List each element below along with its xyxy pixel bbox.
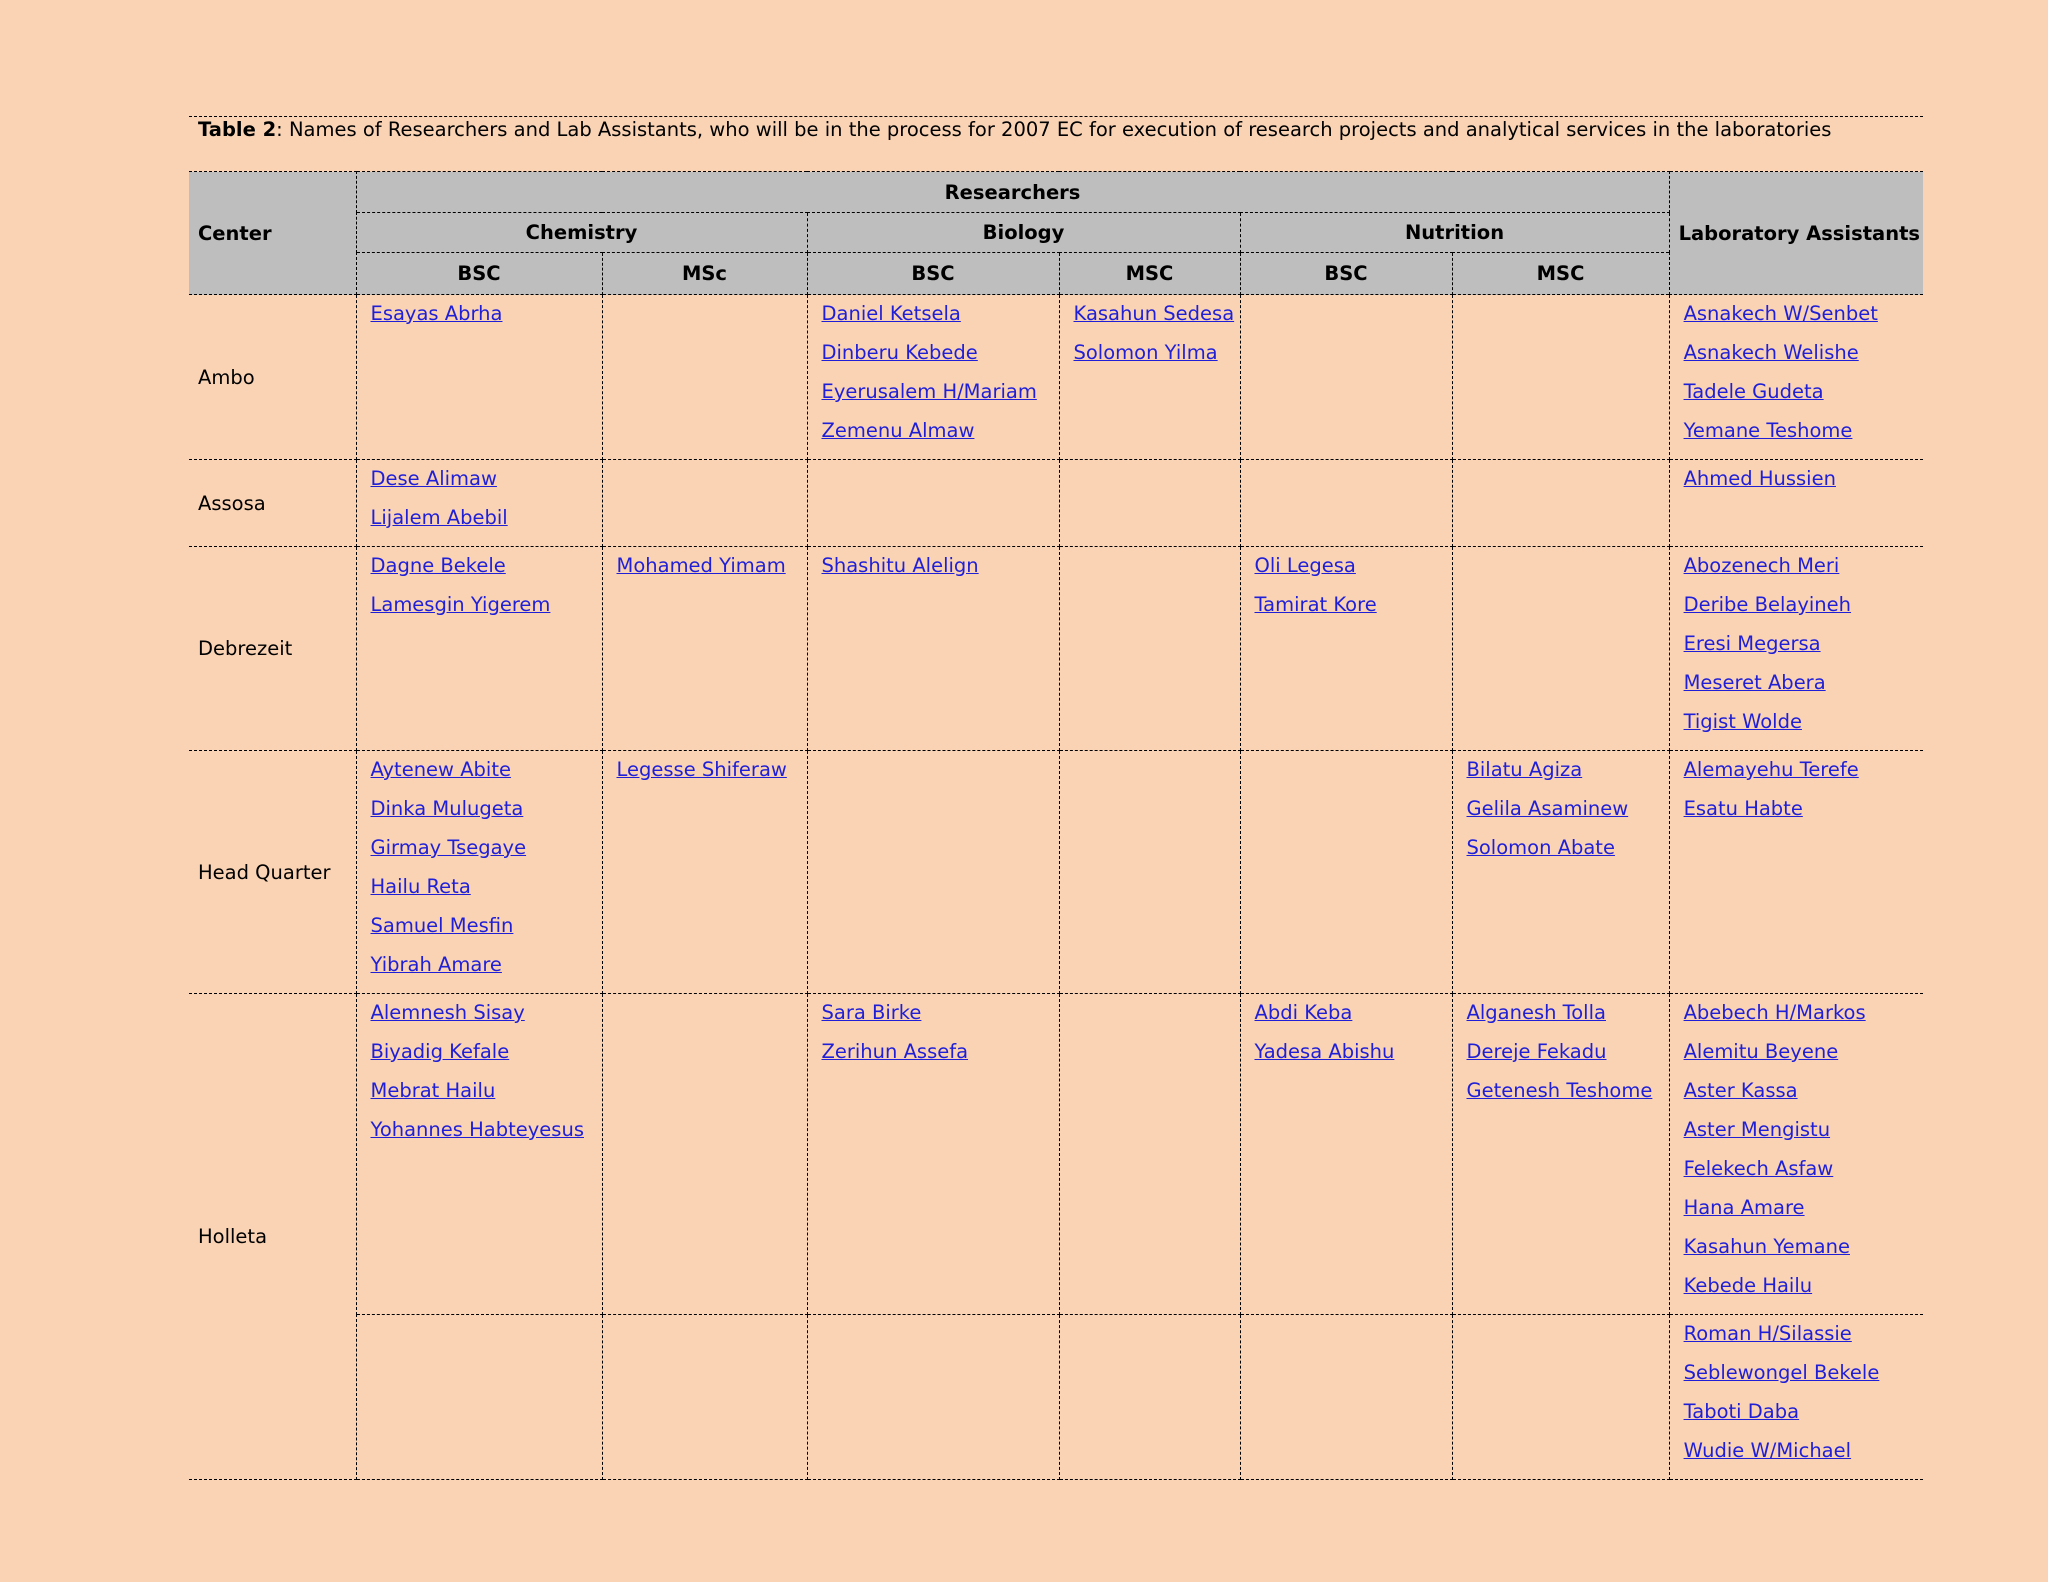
name-link[interactable]: Abozenech Meri xyxy=(1683,554,1840,577)
name-link[interactable]: Roman H/Silassie xyxy=(1683,1322,1852,1345)
cell-holleta-biology-bsc xyxy=(807,994,1059,1315)
name-link[interactable]: Daniel Ketsela xyxy=(821,302,961,325)
name-link[interactable]: Dese Alimaw xyxy=(370,467,497,490)
header-researchers: Researchers xyxy=(356,172,1669,213)
table-row-debrezeit xyxy=(189,547,1923,751)
name-link[interactable]: Deribe Belayineh xyxy=(1683,593,1851,616)
name-link[interactable]: Lamesgin Yigerem xyxy=(370,593,551,616)
name-link[interactable]: Meseret Abera xyxy=(1683,671,1826,694)
cell-holleta-continued-nutrition-msc xyxy=(1452,1315,1669,1480)
header-lab-assistants: Laboratory Assistants xyxy=(1669,172,1923,295)
header-chemistry-bsc: BSC xyxy=(356,253,602,295)
cell-holleta-continued-lab-assistants xyxy=(1669,1315,1923,1480)
table-row-holleta-continued xyxy=(189,1315,1923,1480)
cell-ambo-nutrition-msc xyxy=(1452,295,1669,460)
cell-assosa-biology-msc xyxy=(1059,460,1240,547)
cell-assosa-biology-bsc xyxy=(807,460,1059,547)
name-link[interactable]: Mohamed Yimam xyxy=(616,554,786,577)
name-link[interactable]: Dagne Bekele xyxy=(370,554,506,577)
table-row-holleta xyxy=(189,994,1923,1315)
cell-debrezeit-lab-assistants xyxy=(1669,547,1923,751)
cell-debrezeit-chemistry-bsc xyxy=(356,547,602,751)
name-link[interactable]: Aster Mengistu xyxy=(1683,1118,1831,1141)
header-biology-bsc: BSC xyxy=(807,253,1059,295)
cell-assosa-chemistry-msc xyxy=(602,460,807,547)
header-nutrition-msc: MSC xyxy=(1452,253,1669,295)
cell-holleta-continued-chemistry-bsc xyxy=(356,1315,602,1480)
header-chemistry-msc: MSc xyxy=(602,253,807,295)
center-name-holleta: Holleta xyxy=(189,994,356,1480)
name-link[interactable]: Tigist Wolde xyxy=(1683,710,1802,733)
cell-ambo-nutrition-bsc xyxy=(1240,295,1452,460)
cell-ambo-chemistry-msc xyxy=(602,295,807,460)
name-link[interactable]: Biyadig Kefale xyxy=(370,1040,510,1063)
name-link[interactable]: Alemitu Beyene xyxy=(1683,1040,1839,1063)
cell-ambo-biology-bsc xyxy=(807,295,1059,460)
name-link[interactable]: Abdi Keba xyxy=(1254,1001,1353,1024)
cell-holleta-biology-msc xyxy=(1059,994,1240,1315)
table-row-assosa xyxy=(189,460,1923,547)
header-biology: Biology xyxy=(807,213,1240,253)
cell-holleta-chemistry-bsc xyxy=(356,994,602,1315)
name-link[interactable]: Getenesh Teshome xyxy=(1466,1079,1653,1102)
name-link[interactable]: Sara Birke xyxy=(821,1001,922,1024)
cell-holleta-continued-chemistry-msc xyxy=(602,1315,807,1480)
cell-holleta-continued-nutrition-bsc xyxy=(1240,1315,1452,1480)
name-link[interactable]: Hailu Reta xyxy=(370,875,471,898)
name-link[interactable]: Shashitu Alelign xyxy=(821,554,979,577)
header-nutrition: Nutrition xyxy=(1240,213,1669,253)
name-link[interactable]: Hana Amare xyxy=(1683,1196,1805,1219)
name-link[interactable]: Tadele Gudeta xyxy=(1683,380,1824,403)
cell-holleta-continued-biology-bsc xyxy=(807,1315,1059,1480)
cell-head-quarter-biology-msc xyxy=(1059,751,1240,994)
center-name-head-quarter: Head Quarter xyxy=(189,751,356,994)
cell-holleta-continued-biology-msc xyxy=(1059,1315,1240,1480)
cell-ambo-lab-assistants xyxy=(1669,295,1923,460)
table-body xyxy=(189,295,1923,1480)
name-link[interactable]: Tamirat Kore xyxy=(1254,593,1377,616)
cell-assosa-chemistry-bsc xyxy=(356,460,602,547)
name-link[interactable]: Aster Kassa xyxy=(1683,1079,1798,1102)
name-link[interactable]: Taboti Daba xyxy=(1683,1400,1800,1423)
caption-text: : Names of Researchers and Lab Assistants, who will be in the process for 2007 EC for execution of research projects and analytical services in the laboratories xyxy=(276,118,1832,141)
name-link[interactable]: Yohannes Habteyesus xyxy=(370,1118,584,1141)
header-center: Center xyxy=(189,172,356,295)
name-link[interactable]: Dereje Fekadu xyxy=(1466,1040,1607,1063)
center-name-ambo: Ambo xyxy=(189,295,356,460)
cell-holleta-chemistry-msc xyxy=(602,994,807,1315)
name-link[interactable]: Zemenu Almaw xyxy=(821,419,975,442)
cell-assosa-lab-assistants xyxy=(1669,460,1923,547)
name-link[interactable]: Dinberu Kebede xyxy=(821,341,978,364)
name-link[interactable]: Esatu Habte xyxy=(1683,797,1803,820)
cell-holleta-nutrition-msc xyxy=(1452,994,1669,1315)
table-row-ambo xyxy=(189,295,1923,460)
name-link[interactable]: Oli Legesa xyxy=(1254,554,1356,577)
caption-top-rule xyxy=(189,116,1923,117)
cell-assosa-nutrition-bsc xyxy=(1240,460,1452,547)
name-link[interactable]: Wudie W/Michael xyxy=(1683,1439,1852,1462)
cell-ambo-chemistry-bsc xyxy=(356,295,602,460)
name-link[interactable]: Yemane Teshome xyxy=(1683,419,1853,442)
center-name-debrezeit: Debrezeit xyxy=(189,547,356,751)
name-link[interactable]: Esayas Abrha xyxy=(370,302,503,325)
name-link[interactable]: Eyerusalem H/Mariam xyxy=(821,380,1037,403)
name-link[interactable]: Alganesh Tolla xyxy=(1466,1001,1606,1024)
cell-holleta-lab-assistants xyxy=(1669,994,1923,1315)
cell-ambo-biology-msc xyxy=(1059,295,1240,460)
caption-label: Table 2 xyxy=(198,118,277,141)
table-caption xyxy=(198,118,1831,141)
cell-assosa-nutrition-msc xyxy=(1452,460,1669,547)
name-link[interactable]: Eresi Megersa xyxy=(1683,632,1821,655)
name-link[interactable]: Alemayehu Terefe xyxy=(1683,758,1859,781)
cell-head-quarter-lab-assistants xyxy=(1669,751,1923,994)
name-link[interactable]: Kebede Hailu xyxy=(1683,1274,1813,1297)
header-biology-msc: MSC xyxy=(1059,253,1240,295)
cell-debrezeit-biology-msc xyxy=(1059,547,1240,751)
header-nutrition-bsc: BSC xyxy=(1240,253,1452,295)
cell-debrezeit-nutrition-msc xyxy=(1452,547,1669,751)
name-link[interactable]: Felekech Asfaw xyxy=(1683,1157,1834,1180)
name-link[interactable]: Bilatu Agiza xyxy=(1466,758,1583,781)
center-name-assosa: Assosa xyxy=(189,460,356,547)
name-link[interactable]: Legesse Shiferaw xyxy=(616,758,787,781)
cell-head-quarter-chemistry-msc xyxy=(602,751,807,994)
name-link[interactable]: Yibrah Amare xyxy=(370,953,502,976)
name-link[interactable]: Alemnesh Sisay xyxy=(370,1001,525,1024)
cell-holleta-nutrition-bsc xyxy=(1240,994,1452,1315)
cell-head-quarter-biology-bsc xyxy=(807,751,1059,994)
name-link[interactable]: Abebech H/Markos xyxy=(1683,1001,1866,1024)
name-link[interactable]: Gelila Asaminew xyxy=(1466,797,1629,820)
name-link[interactable]: Aytenew Abite xyxy=(370,758,511,781)
name-link[interactable]: Dinka Mulugeta xyxy=(370,797,524,820)
cell-head-quarter-nutrition-bsc xyxy=(1240,751,1452,994)
cell-debrezeit-biology-bsc xyxy=(807,547,1059,751)
researchers-table xyxy=(189,171,1923,1480)
cell-debrezeit-nutrition-bsc xyxy=(1240,547,1452,751)
name-link[interactable]: Kasahun Sedesa xyxy=(1073,302,1235,325)
name-link[interactable]: Solomon Abate xyxy=(1466,836,1615,859)
header-chemistry: Chemistry xyxy=(356,213,807,253)
name-link[interactable]: Lijalem Abebil xyxy=(370,506,508,529)
name-link[interactable]: Solomon Yilma xyxy=(1073,341,1218,364)
name-link[interactable]: Seblewongel Bekele xyxy=(1683,1361,1880,1384)
table-row-head-quarter xyxy=(189,751,1923,994)
name-link[interactable]: Yadesa Abishu xyxy=(1254,1040,1395,1063)
cell-debrezeit-chemistry-msc xyxy=(602,547,807,751)
cell-head-quarter-chemistry-bsc xyxy=(356,751,602,994)
cell-head-quarter-nutrition-msc xyxy=(1452,751,1669,994)
name-link[interactable]: Samuel Mesfin xyxy=(370,914,514,937)
name-link[interactable]: Asnakech Welishe xyxy=(1683,341,1859,364)
name-link[interactable]: Girmay Tsegaye xyxy=(370,836,527,859)
name-link[interactable]: Kasahun Yemane xyxy=(1683,1235,1850,1258)
name-link[interactable]: Zerihun Assefa xyxy=(821,1040,969,1063)
name-link[interactable]: Mebrat Hailu xyxy=(370,1079,496,1102)
name-link[interactable]: Ahmed Hussien xyxy=(1683,467,1836,490)
name-link[interactable]: Asnakech W/Senbet xyxy=(1683,302,1878,325)
